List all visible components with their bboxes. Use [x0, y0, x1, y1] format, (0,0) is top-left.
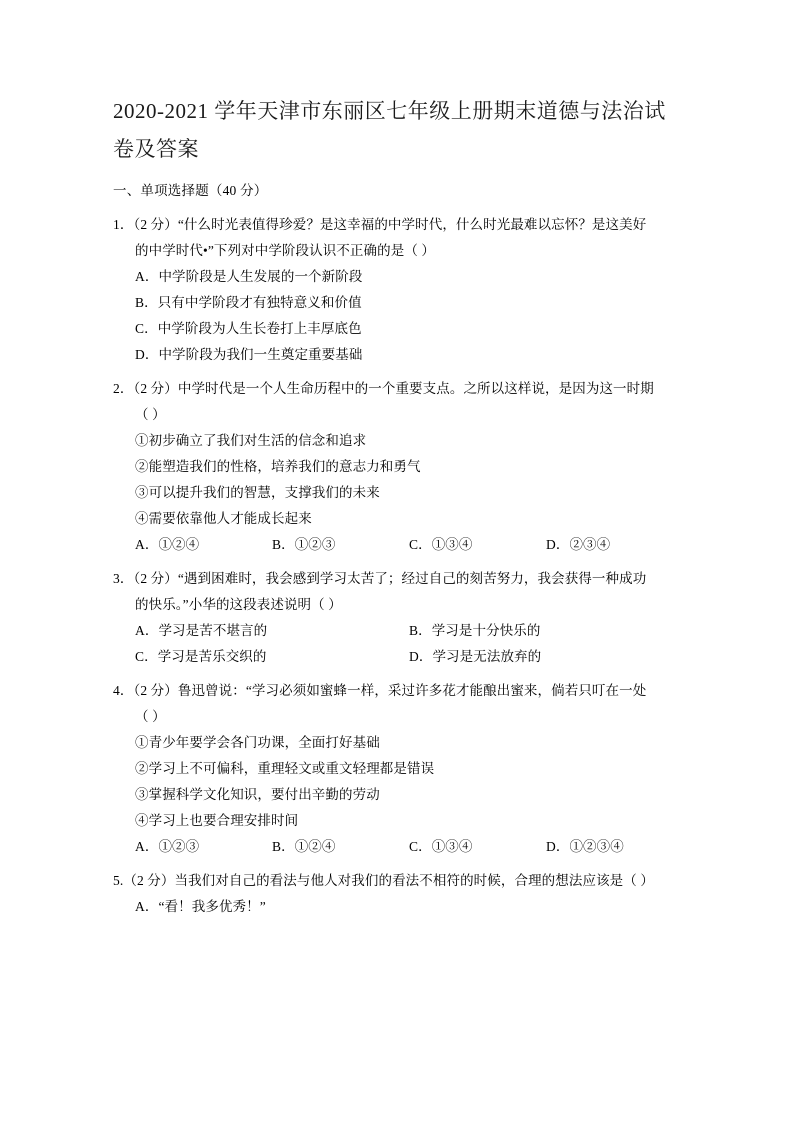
question-2-text-line2: （ ）: [135, 407, 166, 422]
question-2-subitem-4: ④需要依靠他人才能成长起来: [135, 511, 312, 526]
question-2-subitem-2: ②能塑造我们的性格，培养我们的意志力和勇气: [135, 459, 421, 474]
question-4-score: （2 分）: [133, 683, 178, 698]
question-4-subitem-1: ①青少年要学会各门功课，全面打好基础: [135, 735, 380, 750]
question-4: [113, 678, 683, 860]
question-4-subitem-4: ④学习上也要合理安排时间: [135, 813, 299, 828]
question-1-stem: 1．（2 分）“什么时光表值得珍爱？是这幸福的中学时代，什么时光最难以忘怀？是这美好 的中学时代•”下列对中学阶段认识不正确的是（ ）: [113, 212, 683, 264]
question-5-option-a: A．“看！我多优秀！”: [135, 899, 266, 914]
question-4-choice-c: C．①③④: [409, 839, 473, 854]
question-3-number: 3: [113, 571, 120, 586]
question-1-option-b: B．只有中学阶段才有独特意义和价值: [135, 295, 362, 310]
question-4-choice-d: D．①②③④: [546, 839, 624, 854]
question-3-stem: 3．（2 分）“遇到困难时，我会感到学习太苦了；经过自己的刻苦努力，我会获得一种成功 的快乐。”小华的这段表述说明（ ）: [113, 566, 683, 618]
question-2-choice-c: C．①③④: [409, 537, 473, 552]
question-4-choices: [113, 834, 683, 860]
question-1-option-d: D．中学阶段为我们一生奠定重要基础: [135, 347, 363, 362]
question-4-choice-b: B．①②④: [272, 839, 336, 854]
question-1-text-line1: “什么时光表值得珍爱？是这幸福的中学时代，什么时光最难以忘怀？是这美好: [177, 217, 647, 232]
question-3-score: （2 分）: [133, 571, 178, 586]
question-2-choice-a: A．①②④: [135, 537, 200, 552]
page-title: 2020-2021 学年天津市东丽区七年级上册期末道德与法治试卷及答案: [113, 99, 666, 161]
question-5-score: （2 分）: [123, 873, 175, 888]
section-heading: 一、单项选择题（40 分）: [113, 183, 268, 198]
question-5: [113, 868, 683, 920]
question-4-subitem-3: ③掌握科学文化知识，要付出辛勤的劳动: [135, 787, 380, 802]
question-3-choices-row-2: [113, 644, 683, 670]
question-2-number: 2: [113, 381, 120, 396]
document-content: [113, 92, 683, 920]
question-3-choice-b: B．学习是十分快乐的: [409, 623, 541, 638]
question-1-option-c: C．中学阶段为人生长卷打上丰厚底色: [135, 321, 362, 336]
question-2-choice-b: B．①②③: [272, 537, 336, 552]
question-4-number: 4: [113, 683, 120, 698]
question-3-choice-c: C．学习是苦乐交织的: [135, 649, 267, 664]
question-1-score: （2 分）: [133, 217, 178, 232]
question-4-subitem-2: ②学习上不可偏科，重理轻文或重文轻理都是错误: [135, 761, 435, 776]
question-2: [113, 376, 683, 558]
question-1-number: 1: [113, 217, 120, 232]
question-2-choice-d: D．②③④: [546, 537, 611, 552]
question-5-stem: 5.（2 分）当我们对自己的看法与他人对我们的看法不相符的时候，合理的想法应该是（ ）: [113, 873, 654, 888]
question-3: [113, 566, 683, 670]
question-5-text-line1: 当我们对自己的看法与他人对我们的看法不相符的时候，合理的想法应该是（ ）: [174, 873, 654, 888]
question-2-score: （2 分）: [133, 381, 178, 396]
question-3-text-line1: “遇到困难时，我会感到学习太苦了；经过自己的刻苦努力，我会获得一种成功: [177, 571, 647, 586]
question-3-text-line2: 的快乐。”小华的这段表述说明（ ）: [135, 597, 342, 612]
question-2-choices: [113, 532, 683, 558]
question-2-text-line1: 中学时代是一个人生命历程中的一个重要支点。之所以这样说，是因为这一时期: [177, 381, 654, 396]
question-2-stem: 2．（2 分）中学时代是一个人生命历程中的一个重要支点。之所以这样说，是因为这一时期 （ ）: [113, 376, 683, 428]
question-5-number: 5: [113, 873, 120, 888]
question-4-choice-a: A．①②③: [135, 839, 200, 854]
question-3-choices-row-1: [113, 618, 683, 644]
question-1: [113, 212, 683, 368]
question-2-subitem-1: ①初步确立了我们对生活的信念和追求: [135, 433, 367, 448]
question-1-text-line2: 的中学时代•”下列对中学阶段认识不正确的是（ ）: [135, 243, 435, 258]
question-3-choice-a: A．学习是苦不堪言的: [135, 623, 268, 638]
question-4-text-line2: （ ）: [135, 709, 166, 724]
question-2-subitem-3: ③可以提升我们的智慧，支撑我们的未来: [135, 485, 380, 500]
question-1-option-a: A．中学阶段是人生发展的一个新阶段: [135, 269, 363, 284]
question-3-choice-d: D．学习是无法放弃的: [409, 649, 542, 664]
question-4-text-line1: 鲁迅曾说：“学习必须如蜜蜂一样，采过许多花才能酿出蜜来，倘若只叮在一处: [177, 683, 647, 698]
question-4-stem: 4．（2 分）鲁迅曾说：“学习必须如蜜蜂一样，采过许多花才能酿出蜜来，倘若只叮在一处 （ ）: [113, 678, 683, 730]
